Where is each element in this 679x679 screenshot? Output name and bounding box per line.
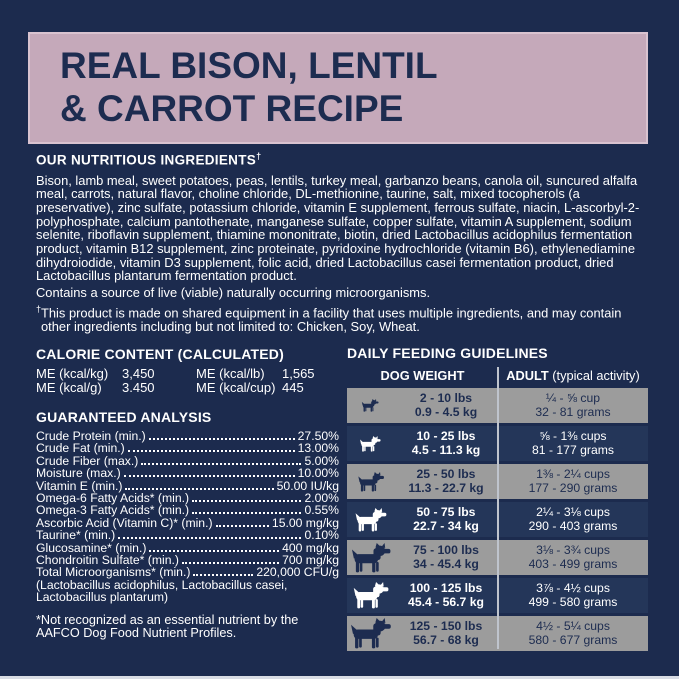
analysis-label: Crude Fiber (max.) xyxy=(36,453,139,468)
weight-kg: 45.4 - 56.7 kg xyxy=(408,594,484,609)
dog-icon xyxy=(347,399,394,412)
leader-dots xyxy=(118,537,301,539)
analysis-value: 27.50% xyxy=(297,429,339,443)
serving-grams: 32 - 81 grams xyxy=(535,404,611,419)
calorie-value: 445 xyxy=(282,380,304,395)
analysis-value: 2.00% xyxy=(304,491,339,506)
serving-cell xyxy=(498,582,648,610)
weight-kg: 0.9 - 4.5 kg xyxy=(414,404,478,419)
serving-grams: 580 - 677 grams xyxy=(528,632,618,647)
analysis-row xyxy=(36,467,339,479)
leader-dots xyxy=(149,550,279,552)
analysis-label: Vitamin E (min.) xyxy=(36,478,123,493)
weight-cell xyxy=(394,430,498,458)
weight-lbs: 125 - 150 lbs xyxy=(409,618,483,633)
serving-cell xyxy=(498,430,648,458)
leader-dots xyxy=(128,450,295,452)
weight-lbs: 10 - 25 lbs xyxy=(416,428,476,443)
serving-cups: 4½ - 5¼ cups xyxy=(536,618,610,633)
dog-icon xyxy=(347,618,394,649)
weight-lbs: 25 - 50 lbs xyxy=(416,466,476,481)
leader-dots xyxy=(182,562,279,564)
dog-icon xyxy=(347,472,394,492)
analysis-value: 50.00 IU/kg xyxy=(276,478,339,493)
dog-weight-column-header: DOG WEIGHT xyxy=(380,367,465,383)
serving-cell xyxy=(498,620,648,648)
analysis-label: Chondroitin Sulfate* (min.) xyxy=(36,553,179,568)
serving-cups: ¼ - ⅝ cup xyxy=(545,390,601,405)
serving-cups: 2¼ - 3⅛ cups xyxy=(536,504,610,519)
analysis-value: 10.00% xyxy=(297,466,339,481)
analysis-value: 700 mg/kg xyxy=(282,553,339,568)
analysis-label: Total Microorganisms* (min.) xyxy=(36,565,191,580)
analysis-heading: GUARANTEED ANALYSIS xyxy=(36,409,212,425)
weight-cell xyxy=(394,544,498,572)
analysis-row xyxy=(36,566,339,578)
serving-cell xyxy=(498,392,648,420)
analysis-label: Crude Fat (min.) xyxy=(36,441,125,456)
analysis-species-note: (Lactobacillus acidophilus, Lactobacillus casei, Lactobacillus plantarum) xyxy=(36,577,288,605)
weight-cell xyxy=(394,392,498,420)
calorie-value: 1,565 xyxy=(282,366,315,381)
calorie-label: ME (kcal/kg) xyxy=(36,366,109,381)
dagger-mark: † xyxy=(256,151,262,161)
feeding-table xyxy=(347,365,648,651)
dog-icon xyxy=(347,508,394,532)
calorie-heading: CALORIE CONTENT (CALCULATED) xyxy=(36,346,284,362)
leader-dots xyxy=(193,574,253,576)
calorie-entry xyxy=(36,367,196,380)
calorie-entry xyxy=(196,381,339,394)
weight-lbs: 100 - 125 lbs xyxy=(409,580,483,595)
ingredients-section xyxy=(36,151,654,334)
leader-dots xyxy=(149,438,295,440)
weight-cell xyxy=(394,582,498,610)
calorie-entry xyxy=(196,367,339,380)
weight-cell xyxy=(394,620,498,648)
serving-cups: ⅝ - 1⅜ cups xyxy=(539,428,607,443)
analysis-value: 0.55% xyxy=(304,503,339,518)
weight-kg: 11.3 - 22.7 kg xyxy=(408,480,484,495)
analysis-label: Omega-6 Fatty Acids* (min.) xyxy=(36,491,190,506)
leader-dots xyxy=(216,525,269,527)
calorie-grid xyxy=(36,367,339,394)
dog-icon xyxy=(347,582,394,609)
left-column xyxy=(36,346,339,641)
analysis-list xyxy=(36,430,339,579)
leader-dots xyxy=(192,512,301,514)
serving-grams: 290 - 403 grams xyxy=(528,518,618,533)
analysis-row xyxy=(36,442,339,454)
page-title-line1: REAL BISON, LENTIL xyxy=(60,45,438,86)
serving-grams: 403 - 499 grams xyxy=(528,556,618,571)
calorie-value: 3.450 xyxy=(122,380,155,395)
weight-lbs: 50 - 75 lbs xyxy=(416,504,476,519)
analysis-label: Crude Protein (min.) xyxy=(36,429,146,443)
analysis-value: 0.10% xyxy=(304,528,339,543)
weight-kg: 4.5 - 11.3 kg xyxy=(411,442,481,457)
weight-kg: 34 - 45.4 kg xyxy=(413,556,479,571)
aafco-footnote: *Not recognized as an essential nutrient by the AAFCO Dog Food Nutrient Profiles. xyxy=(36,612,299,641)
analysis-label: Moisture (max.) xyxy=(36,466,121,481)
title-panel xyxy=(28,32,648,144)
analysis-value: 13.00% xyxy=(297,441,339,456)
weight-lbs: 2 - 10 lbs xyxy=(419,390,473,405)
dog-icon xyxy=(347,543,394,573)
dog-icon xyxy=(347,436,394,452)
serving-cell xyxy=(498,506,648,534)
serving-cell xyxy=(498,468,648,496)
leader-dots xyxy=(192,500,301,502)
analysis-value: 400 mg/kg xyxy=(282,540,339,555)
analysis-label: Taurine* (min.) xyxy=(36,528,116,543)
weight-cell xyxy=(394,468,498,496)
leader-dots xyxy=(125,488,273,490)
weight-kg: 56.7 - 68 kg xyxy=(413,632,479,647)
ingredients-heading: OUR NUTRITIOUS INGREDIENTS† xyxy=(36,151,262,168)
analysis-value: 15.00 mg/kg xyxy=(271,515,339,530)
page-title-line2: & CARROT RECIPE xyxy=(60,88,404,129)
analysis-value: 220,000 CFU/g xyxy=(256,565,339,580)
serving-cups: 3⅞ - 4½ cups xyxy=(536,580,610,595)
serving-grams: 177 - 290 grams xyxy=(528,480,618,495)
calorie-label: ME (kcal/g) xyxy=(36,380,102,395)
column-divider xyxy=(497,367,499,649)
serving-grams: 499 - 580 grams xyxy=(528,594,618,609)
analysis-value: 5.00% xyxy=(304,453,339,468)
leader-dots xyxy=(124,475,295,477)
microorganisms-note: Contains a source of live (viable) naturally occurring microorganisms. xyxy=(36,285,431,301)
calorie-value: 3,450 xyxy=(122,366,155,381)
serving-cell xyxy=(498,544,648,572)
serving-cups: 1⅜ - 2¼ cups xyxy=(536,466,610,481)
analysis-label: Omega-3 Fatty Acids* (min.) xyxy=(36,503,190,518)
calorie-label: ME (kcal/cup) xyxy=(196,380,276,395)
feeding-section xyxy=(347,345,648,651)
page-title xyxy=(60,44,646,130)
dagger-mark: † xyxy=(36,303,42,314)
analysis-row xyxy=(36,504,339,516)
analysis-label: Ascorbic Acid (Vitamin C)* (min.) xyxy=(36,515,213,530)
feeding-heading: DAILY FEEDING GUIDELINES xyxy=(347,345,548,361)
weight-lbs: 75 - 100 lbs xyxy=(413,542,479,557)
shared-equipment-note: †This product is made on shared equipment in a facility that uses multiple ingredients, and may contain other ingredients including but not limited to: Chicken, Soy, Wheat. xyxy=(36,303,622,334)
analysis-label: Glucosamine* (min.) xyxy=(36,540,147,555)
analysis-row xyxy=(36,529,339,541)
serving-grams: 81 - 177 grams xyxy=(532,442,614,457)
adult-column-header: ADULT (typical activity) xyxy=(506,367,640,383)
weight-cell xyxy=(394,506,498,534)
ingredients-body: Bison, lamb meal, sweet potatoes, peas, lentils, turkey meal, garbanzo beans, canola oil, suncured alfalfa meal, carrots, natural flavor, choline chloride, DL-methionine, taurine, salt, mixed tocopherols (a preservative), zinc sulfate, potassium chloride, vitamin E supplement, ferrous sulfate, niacin, L-ascorbyl-2-polyphosphate, calcium pantothenate, manganese sulfate, copper sulfate, vitamin A supplement, sodium selenite, riboflavin supplement, thiamine mononitrate, biotin, dried Lactobacillus acidophilus fermentation product, vitamin B12 supplement, zinc proteinate, pyridoxine hydrochloride (vitamin B6), ethylenediamine dihydroiodide, vitamin D3 supplement, folic acid, dried Lactobacillus casei fermentation product, dried Lactobacillus plantarum fermentation product. xyxy=(36,172,640,284)
leader-dots xyxy=(141,463,301,465)
calorie-label: ME (kcal/lb) xyxy=(196,366,265,381)
weight-kg: 22.7 - 34 kg xyxy=(413,518,479,533)
calorie-entry xyxy=(36,381,196,394)
serving-cups: 3⅛ - 3¾ cups xyxy=(536,542,610,557)
